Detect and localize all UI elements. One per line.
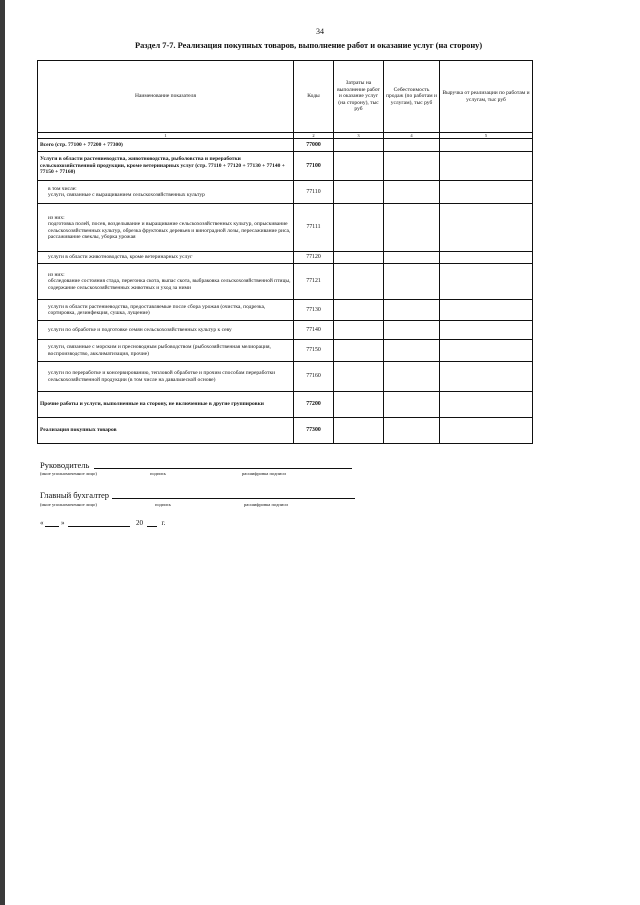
cell-cost-price[interactable] [384, 252, 440, 264]
row-code: 77100 [294, 152, 334, 181]
cell-costs[interactable] [334, 340, 384, 362]
cell-cost-price[interactable] [384, 362, 440, 392]
head-caption-name: (иное уполномоченное лицо) [40, 471, 97, 476]
row-code: 77130 [294, 300, 334, 321]
cell-costs[interactable] [334, 300, 384, 321]
date-line [40, 519, 165, 527]
row-code: 77121 [294, 264, 334, 300]
cell-costs[interactable] [334, 139, 384, 152]
table-row [38, 181, 533, 204]
row-name: услуги по переработке и консервированию, тепловой обработке и прочим способам переработки сельскохозяйственной продукции (в том числе на давальческой основе) [38, 362, 294, 392]
accountant-signature-line[interactable] [112, 498, 355, 499]
header-revenue: Выручка от реализации по работам и услугам, тыс руб [440, 61, 533, 133]
cell-revenue[interactable] [440, 204, 533, 252]
month-field[interactable] [68, 519, 130, 527]
head-signature-label: Руководитель [40, 460, 90, 470]
cell-cost-price[interactable] [384, 204, 440, 252]
table-row [38, 300, 533, 321]
cell-costs[interactable] [334, 418, 384, 444]
head-signature-line[interactable] [94, 468, 352, 469]
row-name: услуги, связанные с морским и пресноводным рыбоводством (рыбохозяйственная мелиорация, воспроизводство, акклиматизация, прочие) [38, 340, 294, 362]
row-name-prefix: в том числе: [48, 185, 77, 192]
column-number: 1 [38, 133, 294, 139]
cell-costs[interactable] [334, 321, 384, 340]
table-row [38, 340, 533, 362]
table-row [38, 264, 533, 300]
column-number: 2 [294, 133, 334, 139]
row-code: 77110 [294, 181, 334, 204]
cell-cost-price[interactable] [384, 300, 440, 321]
row-code: 77150 [294, 340, 334, 362]
cell-revenue[interactable] [440, 362, 533, 392]
table-row [38, 204, 533, 252]
row-code: 77160 [294, 362, 334, 392]
row-name: Реализация покупных товаров [38, 418, 294, 444]
cell-cost-price[interactable] [384, 321, 440, 340]
row-code: 77200 [294, 392, 334, 418]
row-name-text: обследование состояния стада, перегонка скота, выпас скота, выбраковка сельскохозяйственной птицы, содержание сельскохозяйственных животных и уход за ними [48, 278, 291, 291]
table-row [38, 139, 533, 152]
row-code: 77111 [294, 204, 334, 252]
row-name-text: услуги, связанные с выращиванием сельскохозяйственных культур [48, 192, 205, 198]
cell-cost-price[interactable] [384, 340, 440, 362]
row-name [38, 181, 294, 204]
row-name: Всего (стр. 77100 + 77200 + 77300) [38, 139, 294, 152]
row-name [38, 204, 294, 252]
table-header-row [38, 61, 533, 133]
column-number: 5 [440, 133, 533, 139]
year-prefix: 20 [136, 519, 143, 527]
date-open-quote: « [40, 519, 44, 527]
cell-costs[interactable] [334, 252, 384, 264]
accountant-caption-decode: расшифровка подписи [244, 502, 288, 507]
cell-costs[interactable] [334, 392, 384, 418]
cell-revenue[interactable] [440, 340, 533, 362]
cell-revenue[interactable] [440, 252, 533, 264]
cell-cost-price[interactable] [384, 139, 440, 152]
cell-cost-price[interactable] [384, 181, 440, 204]
day-field[interactable] [45, 519, 59, 527]
section-title: Раздел 7-7. Реализация покупных товаров, выполнение работ и оказание услуг (на сторону) [135, 41, 483, 50]
accountant-signature-label: Главный бухгалтер [40, 490, 110, 500]
table-row [38, 152, 533, 181]
table-row [38, 392, 533, 418]
report-table [37, 60, 533, 444]
table-row [38, 362, 533, 392]
header-costs: Затраты на выполнение работ и оказание услуг (на сторону), тыс руб [334, 61, 384, 133]
cell-costs[interactable] [334, 152, 384, 181]
column-number: 4 [384, 133, 440, 139]
cell-costs[interactable] [334, 264, 384, 300]
row-code: 77000 [294, 139, 334, 152]
row-name [38, 264, 294, 300]
cell-revenue[interactable] [440, 418, 533, 444]
cell-cost-price[interactable] [384, 392, 440, 418]
cell-revenue[interactable] [440, 392, 533, 418]
date-close-quote: » [61, 519, 65, 527]
column-number: 3 [334, 133, 384, 139]
cell-costs[interactable] [334, 204, 384, 252]
cell-costs[interactable] [334, 362, 384, 392]
cell-revenue[interactable] [440, 181, 533, 204]
cell-cost-price[interactable] [384, 152, 440, 181]
page-number: 34 [316, 27, 324, 36]
accountant-caption-name: (иное уполномоченное лицо) [40, 502, 97, 507]
cell-revenue[interactable] [440, 321, 533, 340]
row-code: 77300 [294, 418, 334, 444]
row-code: 77120 [294, 252, 334, 264]
year-field[interactable] [147, 519, 157, 527]
table-row [38, 321, 533, 340]
cell-cost-price[interactable] [384, 264, 440, 300]
header-code: Коды [294, 61, 334, 133]
row-name: Услуги в области растениеводства, животноводства, рыболовства и переработки сельскохозяйственной продукции, кроме ветеринарных услуг (стр. 77110 + 77120 + 77130 + 77140 + 77150 + 77160) [38, 152, 294, 181]
row-name-text: подготовка полей, посев, возделывание и выращивание сельскохозяйственных культур, опрыскивание сельскохозяйственных культур, обрезка фруктовых деревьев и виноградной лозы, пересаживание риса, рассаживание свеклы, уборка урожая [48, 221, 291, 240]
cell-revenue[interactable] [440, 264, 533, 300]
row-name: услуги в области растениеводства, предоставляемые после сбора урожая (очистка, подрезка, сортировка, дезинфекция, сушка, лущение) [38, 300, 294, 321]
header-cost-price: Себестоимость продаж (по работам и услугам), тыс руб [384, 61, 440, 133]
accountant-caption-sign: подпись [155, 502, 172, 507]
cell-costs[interactable] [334, 181, 384, 204]
cell-revenue[interactable] [440, 139, 533, 152]
row-name-prefix: из них: [48, 271, 65, 278]
table-row [38, 418, 533, 444]
scan-edge [0, 0, 5, 905]
row-code: 77140 [294, 321, 334, 340]
row-name: услуги в области животноводства, кроме ветеринарных услуг [38, 252, 294, 264]
row-name-prefix: из них: [48, 214, 65, 221]
year-suffix: г. [161, 519, 166, 527]
head-caption-sign: подпись [150, 471, 167, 476]
head-caption-decode: расшифровка подписи [242, 471, 286, 476]
header-name: Наименование показателя [38, 61, 294, 133]
row-name: услуги по обработке и подготовке семян сельскохозяйственных культур к севу [38, 321, 294, 340]
cell-revenue[interactable] [440, 152, 533, 181]
cell-cost-price[interactable] [384, 418, 440, 444]
row-name: Прочие работы и услуги, выполненные на сторону, не включенные в другие группировки [38, 392, 294, 418]
cell-revenue[interactable] [440, 300, 533, 321]
table-row [38, 252, 533, 264]
